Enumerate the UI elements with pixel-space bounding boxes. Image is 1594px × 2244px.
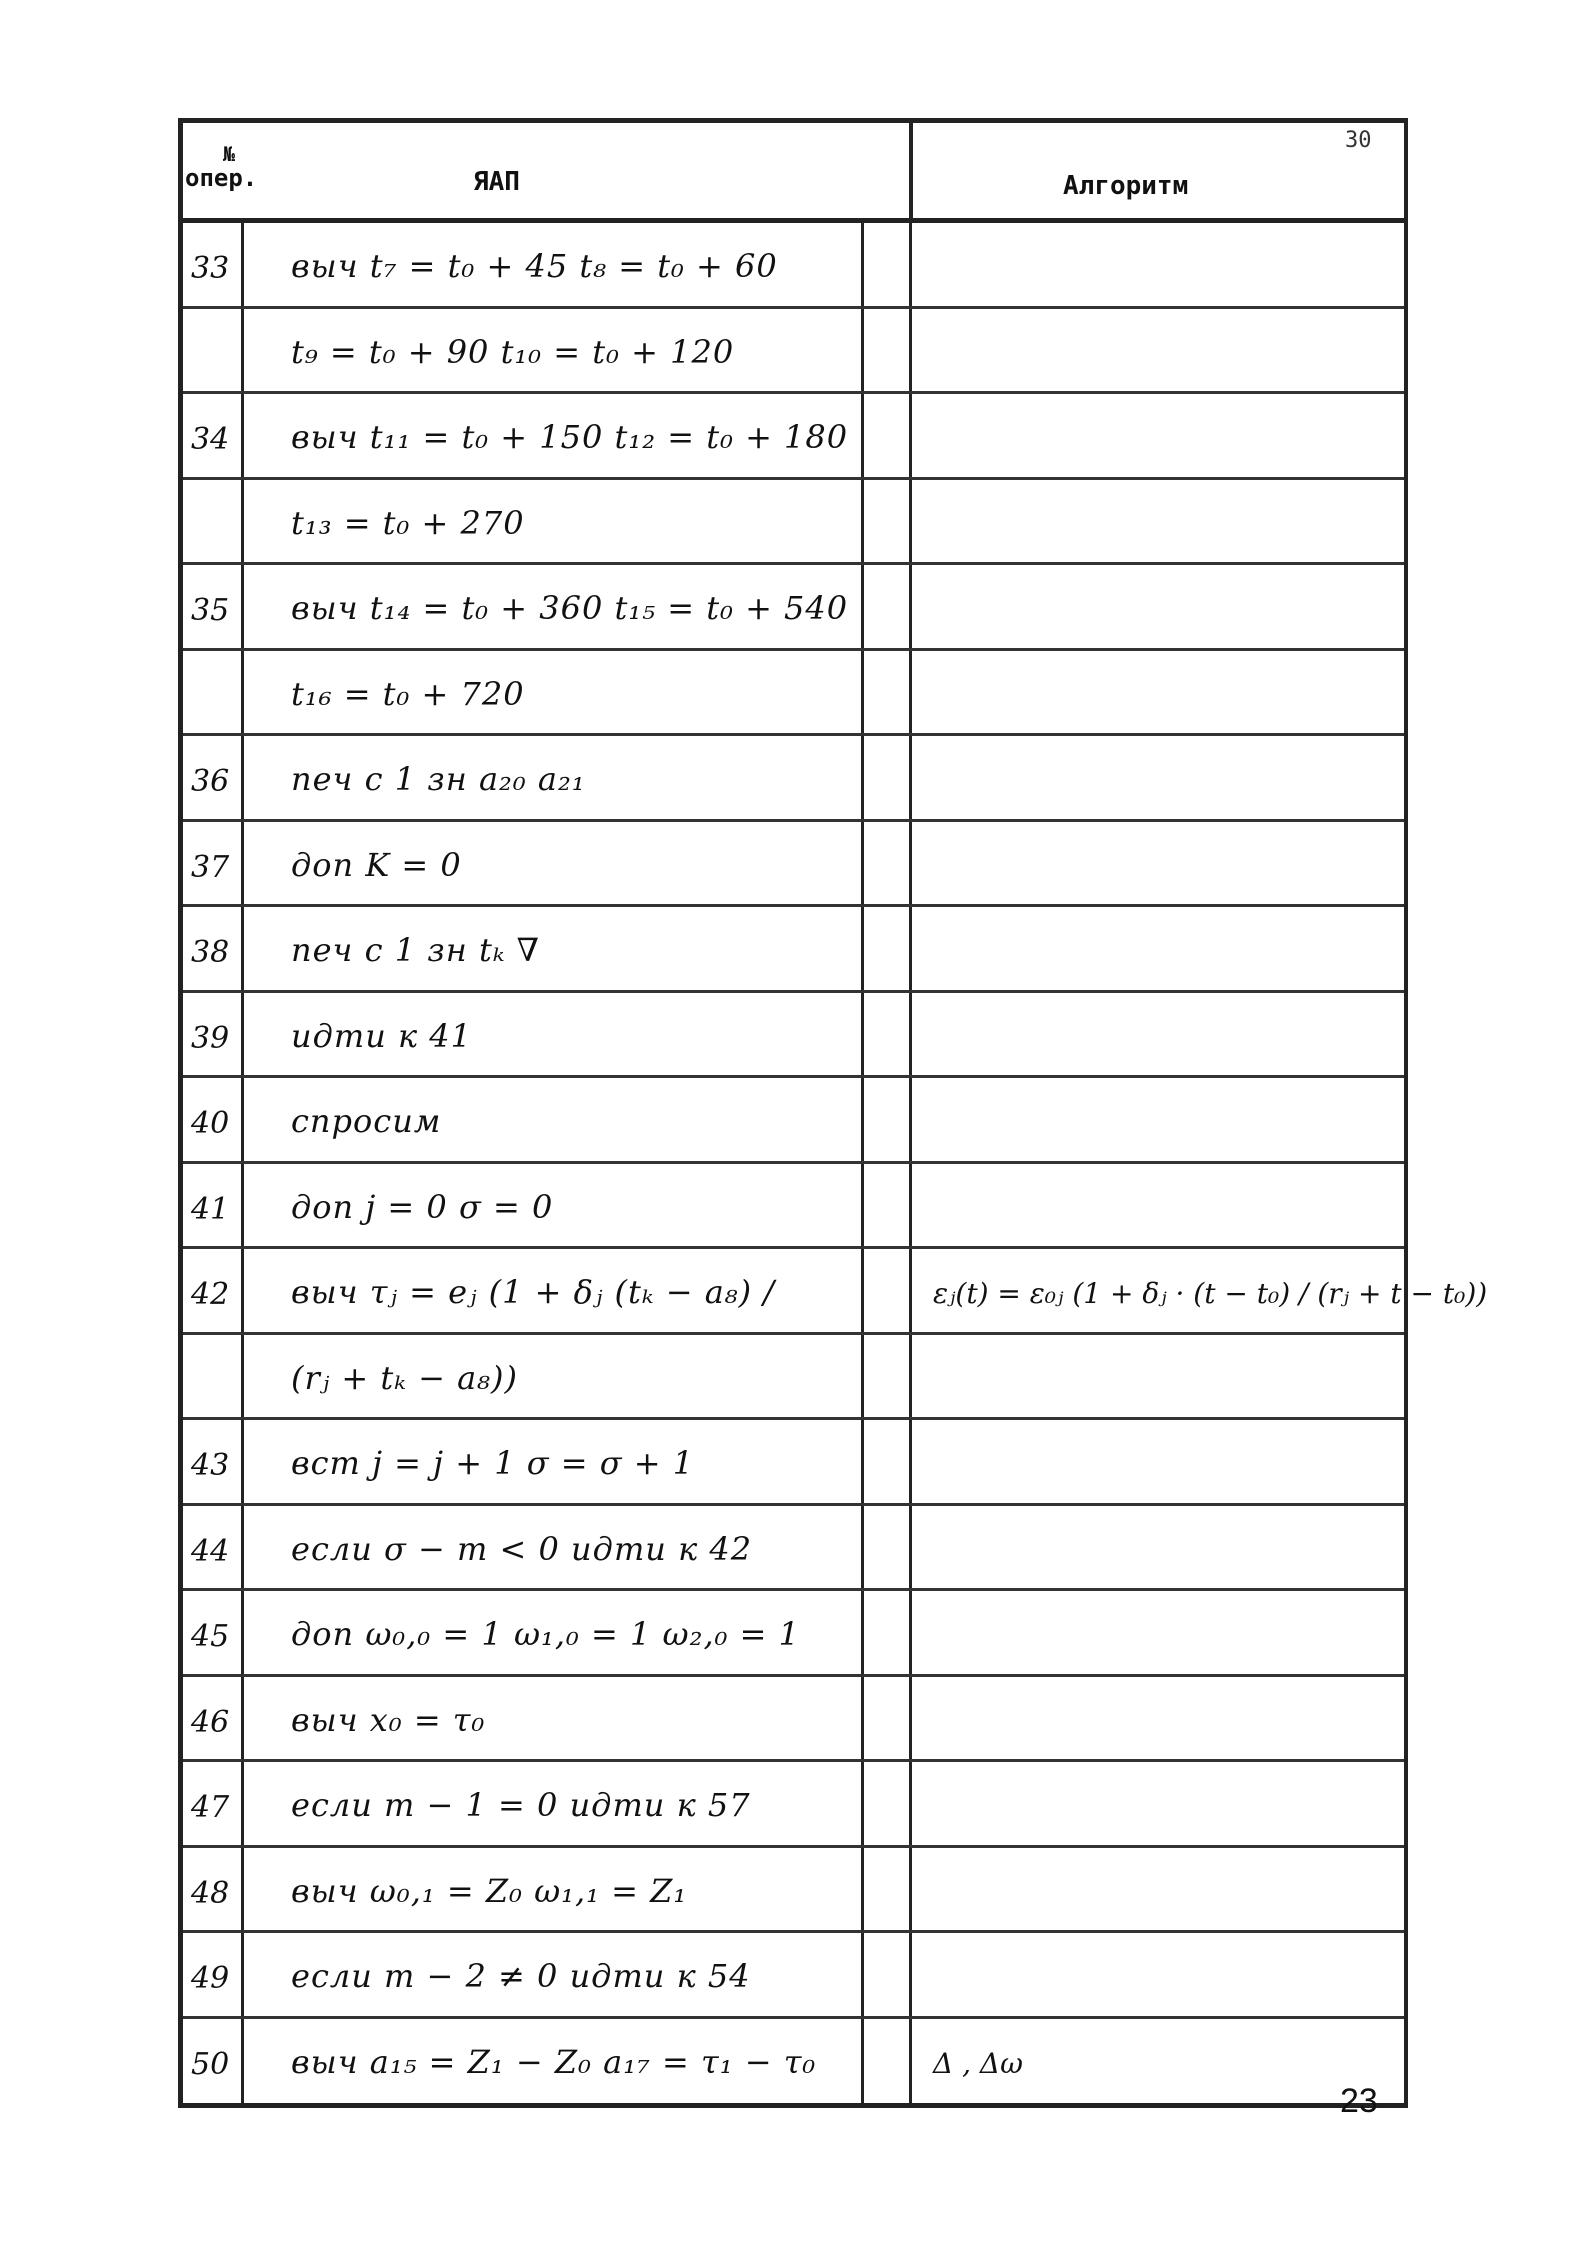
operation-number: 42 [191, 1277, 230, 1312]
table-row [183, 907, 1404, 993]
code-line: если m − 2 ≠ 0 идти к 54 [291, 1957, 751, 1995]
header-operation-label: опер. [185, 164, 258, 192]
operation-number: 37 [191, 849, 230, 885]
number-sign: № [223, 142, 236, 166]
operation-number: 41 [191, 1191, 230, 1227]
operation-number: 47 [191, 1790, 230, 1825]
code-line: спросим [291, 1102, 442, 1140]
table-row [183, 736, 1404, 822]
header-operation-number [185, 143, 265, 191]
table-body [183, 223, 1488, 2104]
code-line: вст j = j + 1 σ = σ + 1 [291, 1444, 695, 1482]
header-language: ЯАП [473, 167, 520, 197]
table-row [183, 565, 1404, 651]
table-row [183, 993, 1404, 1079]
operation-number: 36 [191, 764, 230, 799]
operation-number: 46 [191, 1704, 230, 1740]
algorithm-cell: Δ , Δω [933, 2046, 1023, 2080]
code-line: печ с 1 зн tₖ ∇ [291, 931, 540, 969]
code-line: выч t₁₄ = t₀ + 360 t₁₅ = t₀ + 540 [291, 589, 849, 627]
table-row [183, 2019, 1404, 2105]
code-line: идти к 41 [291, 1016, 473, 1055]
table-row [183, 1335, 1404, 1421]
code-line: t₉ = t₀ + 90 t₁₀ = t₀ + 120 [291, 332, 735, 371]
code-line: выч τⱼ = eⱼ (1 + δⱼ (tₖ − a₈) / [291, 1273, 776, 1311]
table-row [183, 1249, 1488, 1335]
code-line: t₁₃ = t₀ + 270 [291, 503, 525, 542]
operation-number: 45 [191, 1619, 230, 1654]
code-line: доп K = 0 [291, 845, 462, 884]
operation-number: 50 [191, 2046, 230, 2082]
table-row [183, 822, 1404, 908]
corner-page-number: 30 [1345, 128, 1372, 153]
operation-number: 44 [191, 1533, 230, 1569]
code-line: доп j = 0 σ = 0 [291, 1187, 554, 1226]
operation-number: 34 [191, 422, 230, 457]
table-row [183, 1933, 1404, 2019]
table-row [183, 309, 1404, 395]
algorithm-cell: εⱼ(t) = ε₀ⱼ (1 + δⱼ · (t − t₀) / (rⱼ + t − t₀)) [933, 1277, 1488, 1310]
code-line: если σ − m < 0 идти к 42 [291, 1529, 753, 1568]
table-row [183, 480, 1404, 566]
operation-number: 48 [191, 1875, 230, 1911]
operation-number: 40 [191, 1106, 230, 1141]
table-row [183, 394, 1404, 480]
table-row [183, 1078, 1404, 1164]
table-row [183, 1848, 1404, 1934]
code-line: печ с 1 зн a₂₀ a₂₁ [291, 760, 586, 798]
table-header [183, 123, 1404, 223]
sheet-number: 23 [1340, 2082, 1378, 2120]
table-row [183, 1506, 1404, 1592]
operation-number: 35 [191, 593, 230, 628]
code-line: выч t₁₁ = t₀ + 150 t₁₂ = t₀ + 180 [291, 418, 849, 456]
code-line: t₁₆ = t₀ + 720 [291, 674, 525, 713]
code-line: выч ω₀,₁ = Z₀ ω₁,₁ = Z₁ [291, 1871, 688, 1910]
operation-number: 38 [191, 935, 230, 970]
operation-number: 33 [191, 251, 230, 286]
code-line: доп ω₀,₀ = 1 ω₁,₀ = 1 ω₂,₀ = 1 [291, 1615, 800, 1653]
operation-number: 43 [191, 1448, 230, 1483]
program-table [178, 118, 1488, 2108]
table-row [183, 1164, 1404, 1250]
table-row [183, 1762, 1404, 1848]
operation-number: 49 [191, 1961, 230, 1996]
table-row [183, 223, 1404, 309]
code-line: (rⱼ + tₖ − a₈)) [291, 1358, 518, 1397]
header-algorithm: Алгоритм [1063, 171, 1189, 201]
table-row [183, 1591, 1404, 1677]
code-line: выч x₀ = τ₀ [291, 1700, 486, 1739]
code-line: выч t₇ = t₀ + 45 t₈ = t₀ + 60 [291, 247, 778, 285]
table-row [183, 1420, 1404, 1506]
operation-number: 39 [191, 1020, 230, 1056]
code-line: выч a₁₅ = Z₁ − Z₀ a₁₇ = τ₁ − τ₀ [291, 2042, 817, 2081]
table-row [183, 651, 1404, 737]
code-line: если m − 1 = 0 идти к 57 [291, 1786, 751, 1824]
table-row [183, 1677, 1404, 1763]
